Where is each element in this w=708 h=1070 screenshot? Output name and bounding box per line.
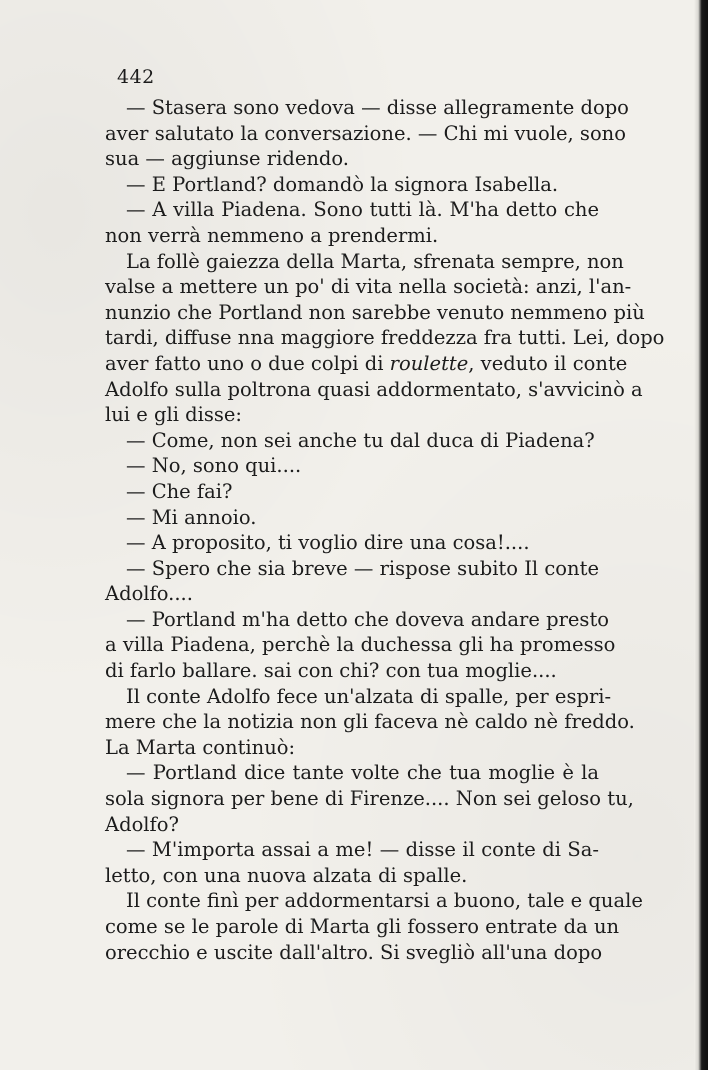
text-line: — Come, non sei anche tu dal duca di Piadena? (126, 428, 595, 452)
text-line: tardi, diffuse nna maggiore freddezza fra tutti. Lei, dopo (105, 326, 665, 350)
text-line: Il conte finì per addormentarsi a buono, tale e quale (126, 889, 643, 913)
text-line: — Portland dice tante volte che tua moglie è la (126, 761, 599, 785)
text-line: — Che fai? (126, 479, 233, 503)
text-line: La Marta continuò: (105, 735, 296, 759)
text-line: La follè gaiezza della Marta, sfrenata sempre, non (126, 249, 624, 273)
text-line: aver salutato la conversazione. — Chi mi vuole, sono (105, 121, 626, 145)
text-line: — Stasera sono vedova — disse allegramente dopo (126, 96, 629, 119)
text-line: — A villa Piadena. Sono tutti là. M'ha detto che (126, 198, 599, 222)
text-line: — Portland m'ha detto che doveva andare presto (126, 607, 610, 631)
italic-word: roulette (389, 351, 469, 375)
text-line: lui e gli disse: (105, 403, 242, 427)
page-edge-shadow (694, 0, 708, 1070)
text-line: — Mi annoio. (126, 505, 257, 529)
text-segment: aver fatto uno o due colpi di (105, 351, 390, 375)
text-line: di farlo ballare. sai con chi? con tua moglie.... (105, 659, 557, 683)
text-line: non verrà nemmeno a prendermi. (105, 223, 439, 247)
text-line: nunzio che Portland non sarebbe venuto nemmeno più (105, 300, 645, 324)
text-line: Adolfo.... (105, 582, 193, 606)
text-line: Adolfo? (105, 812, 179, 836)
text-line: come se le parole di Marta gli fossero entrate da un (105, 915, 620, 938)
text-segment: , veduto il conte (468, 351, 628, 375)
text-line: Il conte Adolfo fece un'alzata di spalle, per espri- (126, 684, 612, 708)
page-number: 442 (117, 66, 155, 88)
text-line (105, 351, 628, 377)
text-line: sola signora per bene di Firenze.... Non sei geloso tu, (105, 787, 634, 811)
text-line: sua — aggiunse ridendo. (105, 147, 349, 171)
body-text (105, 95, 665, 965)
text-line: valse a mettere un po' di vita nella società: anzi, l'an- (105, 275, 632, 299)
text-line: — No, sono qui.... (126, 454, 302, 478)
text-line: mere che la notizia non gli faceva nè caldo nè freddo. (105, 710, 635, 734)
text-line: Adolfo sulla poltrona quasi addormentato, s'avvicinò a (105, 377, 643, 401)
text-line: — E Portland? domandò la signora Isabella. (126, 172, 559, 196)
text-line: letto, con una nuova alzata di spalle. (105, 863, 468, 887)
text-line: — A proposito, ti voglio dire una cosa!.... (126, 531, 530, 555)
text-line: a villa Piadena, perchè la duchessa gli ha promesso (105, 633, 616, 657)
text-line: — Spero che sia breve — rispose subito Il conte (126, 556, 599, 580)
text-line: — M'importa assai a me! — disse il conte di Sa- (126, 838, 599, 862)
text-line: orecchio e uscite dall'altro. Si svegliò all'una dopo (105, 940, 603, 964)
